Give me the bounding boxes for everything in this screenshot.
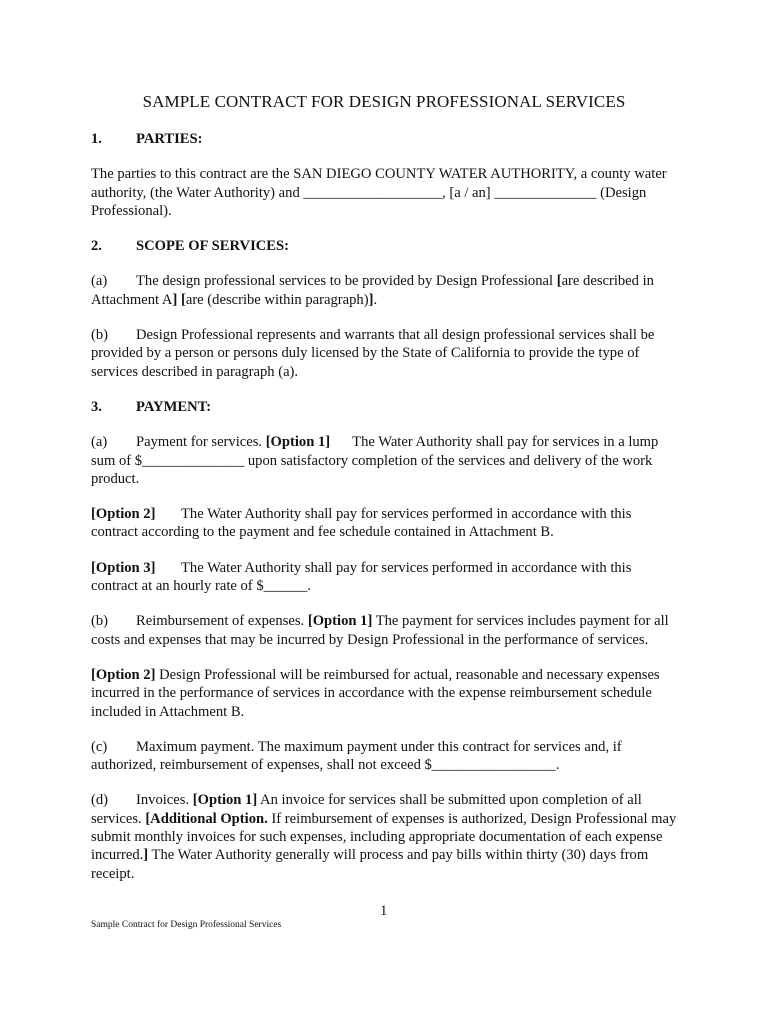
clause-label: (b) [91, 613, 109, 630]
option-label: [Option 2] [91, 506, 156, 523]
section-title: SCOPE OF SERVICES: [136, 238, 290, 255]
additional-option-label: [Additional Option. [145, 810, 268, 827]
section-title: PARTIES: [136, 131, 203, 147]
clause-text: Design Professional will be reimbursed for actual, reasonable and necessary expenses incurred in the performance of services in accordance with the expense reimbursement schedule included in Attachment B. [91, 666, 660, 720]
section-heading-parties [91, 130, 681, 148]
payment-paragraph-a [91, 433, 681, 488]
parties-paragraph: The parties to this contract are the SAN DIEGO COUNTY WATER AUTHORITY, a county water authority, (the Water Authority) and ___________________, [a / an] ______________ (Design Professional). [91, 166, 667, 219]
option-label: [Option 1] [307, 613, 373, 630]
clause-text: If reimbursement of expenses is authorized, Design Professional may submit monthly invoices for such expenses, including appropriate documentation of each expense incurred. [91, 810, 677, 864]
clause-text: Maximum payment. The maximum payment under this contract for services and, if authorized, reimbursement of expenses, shall not exceed $_________________. [91, 738, 622, 774]
bracket: ] [368, 291, 374, 308]
clause-text: Reimbursement of expenses. [136, 613, 308, 630]
option-label: [Option 3] [91, 559, 156, 576]
payment-paragraph-d [91, 791, 681, 882]
section-title: PAYMENT: [136, 398, 212, 415]
option-label: [Option 1] [192, 792, 258, 809]
clause-text: Design Professional represents and warrants that all design professional services shall be provided by a person or persons duly licensed by the State of California to provide the type of services described in paragraph (a). [91, 327, 655, 380]
payment-option-2 [91, 505, 681, 542]
section-number: 1. [91, 131, 102, 147]
clause-text: An invoice for services shall be submitted upon completion of all services. [91, 792, 642, 827]
clause-label: (b) [91, 327, 109, 344]
option-label: [Option 2] [91, 666, 156, 683]
bracket: [ [556, 273, 562, 290]
clause-text: The Water Authority shall pay for services in a lump sum of $______________ upon satisfactory completion of the services and delivery of the work product. [91, 434, 659, 487]
scope-paragraph-b [91, 326, 681, 381]
payment-paragraph-b [91, 612, 681, 649]
clause-text: The payment for services includes payment for all costs and expenses that may be incurred by Design Professional in the performance of services. [91, 613, 669, 648]
section-number: 2. [91, 238, 102, 255]
clause-label: (d) [91, 792, 109, 809]
payment-paragraph-b-option-2 [91, 666, 681, 721]
payment-option-3 [91, 559, 681, 596]
section-heading-payment [91, 398, 681, 416]
clause-text: . [373, 291, 378, 308]
clause-text: The Water Authority shall pay for services performed in accordance with this contract according to the payment and fee schedule contained in Attachment B. [91, 506, 632, 541]
clause-text: The Water Authority shall pay for services performed in accordance with this contract at an hourly rate of $______. [91, 559, 632, 595]
payment-paragraph-c [91, 738, 681, 775]
clause-text: are (describe within paragraph) [185, 291, 369, 308]
bracket: ] [ [172, 291, 186, 308]
bracket: ] [143, 847, 149, 864]
clause-label: (c) [91, 738, 108, 755]
clause-text: The design professional services to be provided by Design Professional [136, 273, 557, 290]
clause-text: are described in Attachment A [91, 273, 654, 308]
section-heading-scope [91, 237, 681, 255]
section-number: 3. [91, 398, 102, 415]
document-title: SAMPLE CONTRACT FOR DESIGN PROFESSIONAL SERVICES [142, 92, 626, 111]
clause-text: The Water Authority generally will process and pay bills within thirty (30) days from receipt. [91, 847, 649, 882]
clause-text: Invoices. [136, 792, 193, 809]
option-label: [Option 1] [265, 434, 331, 451]
clause-label: (a) [91, 434, 108, 451]
document-body [91, 130, 681, 900]
clause-label: (a) [91, 273, 108, 290]
scope-paragraph-a [91, 272, 681, 309]
clause-text: Payment for services. [136, 434, 266, 451]
page-number: 1 [380, 903, 388, 919]
page-footer: Sample Contract for Design Professional Services [91, 920, 282, 930]
